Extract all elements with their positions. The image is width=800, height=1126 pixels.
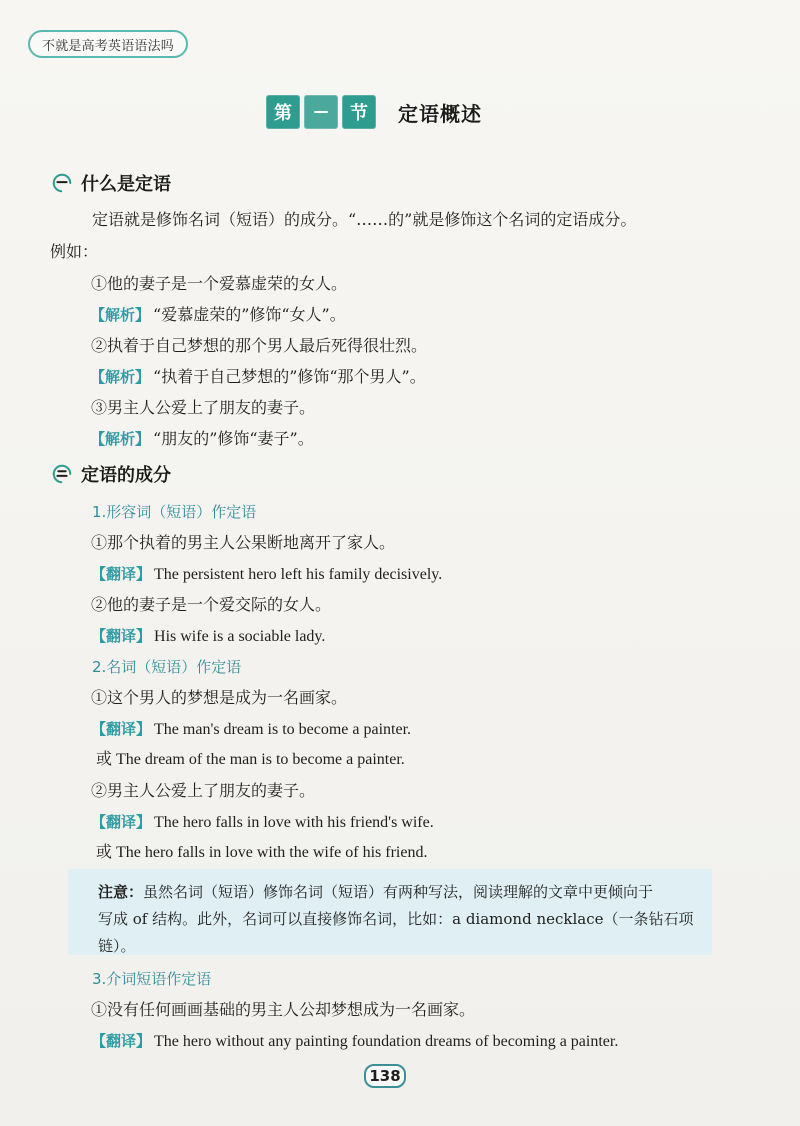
example-2: ②执着于自己梦想的那个男人最后死得很壮烈。: [91, 336, 428, 355]
subsection2-alt-1: 或 The dream of the man is to become a painter.: [96, 751, 405, 768]
section-one-icon: [51, 172, 73, 194]
analysis-text: “爱慕虚荣的”修饰“女人”。: [153, 305, 346, 324]
section-badge: [266, 95, 380, 129]
section-title: 定语概述: [398, 101, 482, 126]
note-line-3: 链）。: [98, 937, 136, 955]
subsection2-translation-1: [91, 717, 800, 742]
heading-what-is-attributive: [51, 170, 171, 196]
note-line-2: 写成 of 结构。此外，名词可以直接修饰名词，比如：a diamond necklace（一条钻石项: [98, 910, 694, 928]
analysis-tag: 【解析】: [90, 306, 151, 324]
section-header: [266, 95, 482, 129]
translation-tag: 【翻译】: [91, 813, 152, 831]
analysis-1: [90, 303, 800, 327]
example-3: ③男主人公爱上了朋友的妻子。: [91, 398, 316, 417]
note-box: [68, 869, 712, 955]
analysis-tag: 【解析】: [90, 430, 151, 448]
subsection2-example-1: ①这个男人的梦想是成为一名画家。: [91, 688, 348, 707]
heading-components: [51, 461, 171, 487]
analysis-text: “朋友的”修饰“妻子”。: [153, 429, 314, 448]
translation-text: The persistent hero left his family decisively.: [154, 566, 443, 583]
example-1: ①他的妻子是一个爱慕虚荣的女人。: [91, 274, 348, 293]
heading-text: 定语的成分: [81, 465, 171, 486]
translation-text: The hero without any painting foundation dreams of becoming a painter.: [154, 1033, 619, 1050]
analysis-3: [90, 427, 800, 451]
definition-line-1: 定语就是修饰名词（短语）的成分。“……的”就是修饰这个名词的定语成分。: [92, 210, 637, 229]
note-text: 虽然名词（短语）修饰名词（短语）有两种写法，阅读理解的文章中更倾向于: [143, 883, 654, 901]
subsection3-example-1: ①没有任何画画基础的男主人公却梦想成为一名画家。: [91, 1000, 476, 1019]
section-badge-middle-mark: [304, 95, 338, 129]
book-title-badge: 不就是高考英语语法吗: [28, 30, 188, 58]
subsection-title-2: 2.名词（短语）作定语: [92, 658, 242, 676]
translation-tag: 【翻译】: [91, 627, 152, 645]
page-number: 138: [364, 1064, 406, 1088]
subsection2-alt-2: 或 The hero falls in love with the wife of his friend.: [96, 844, 428, 861]
translation-text: The hero falls in love with his friend's wife.: [154, 814, 434, 831]
subsection1-translation-2: [91, 624, 800, 649]
section-badge-char-2: 节: [342, 95, 376, 129]
analysis-2: [90, 365, 800, 389]
subsection2-example-2: ②男主人公爱上了朋友的妻子。: [91, 781, 316, 800]
subsection1-translation-1: [91, 562, 800, 587]
heading-text: 什么是定语: [81, 174, 171, 195]
subsection-title-3: 3.介词短语作定语: [92, 970, 212, 988]
section-two-icon: [51, 463, 73, 485]
analysis-text: “执着于自己梦想的”修饰“那个男人”。: [153, 367, 426, 386]
subsection1-example-1: ①那个执着的男主人公果断地离开了家人。: [91, 533, 396, 552]
subsection1-example-2: ②他的妻子是一个爱交际的女人。: [91, 595, 332, 614]
translation-tag: 【翻译】: [91, 565, 152, 583]
note-line-1: [98, 879, 697, 906]
section-badge-char-1: 第: [266, 95, 300, 129]
subsection-title-1: 1.形容词（短语）作定语: [92, 503, 257, 521]
subsection2-translation-2: [91, 810, 800, 835]
translation-text: The man's dream is to become a painter.: [154, 721, 412, 738]
note-label: 注意：: [98, 883, 144, 901]
translation-tag: 【翻译】: [91, 720, 152, 738]
translation-tag: 【翻译】: [91, 1032, 152, 1050]
definition-line-2: 例如：: [50, 242, 99, 261]
translation-text: His wife is a sociable lady.: [154, 628, 326, 645]
subsection3-translation-1: [91, 1029, 800, 1054]
analysis-tag: 【解析】: [90, 368, 151, 386]
